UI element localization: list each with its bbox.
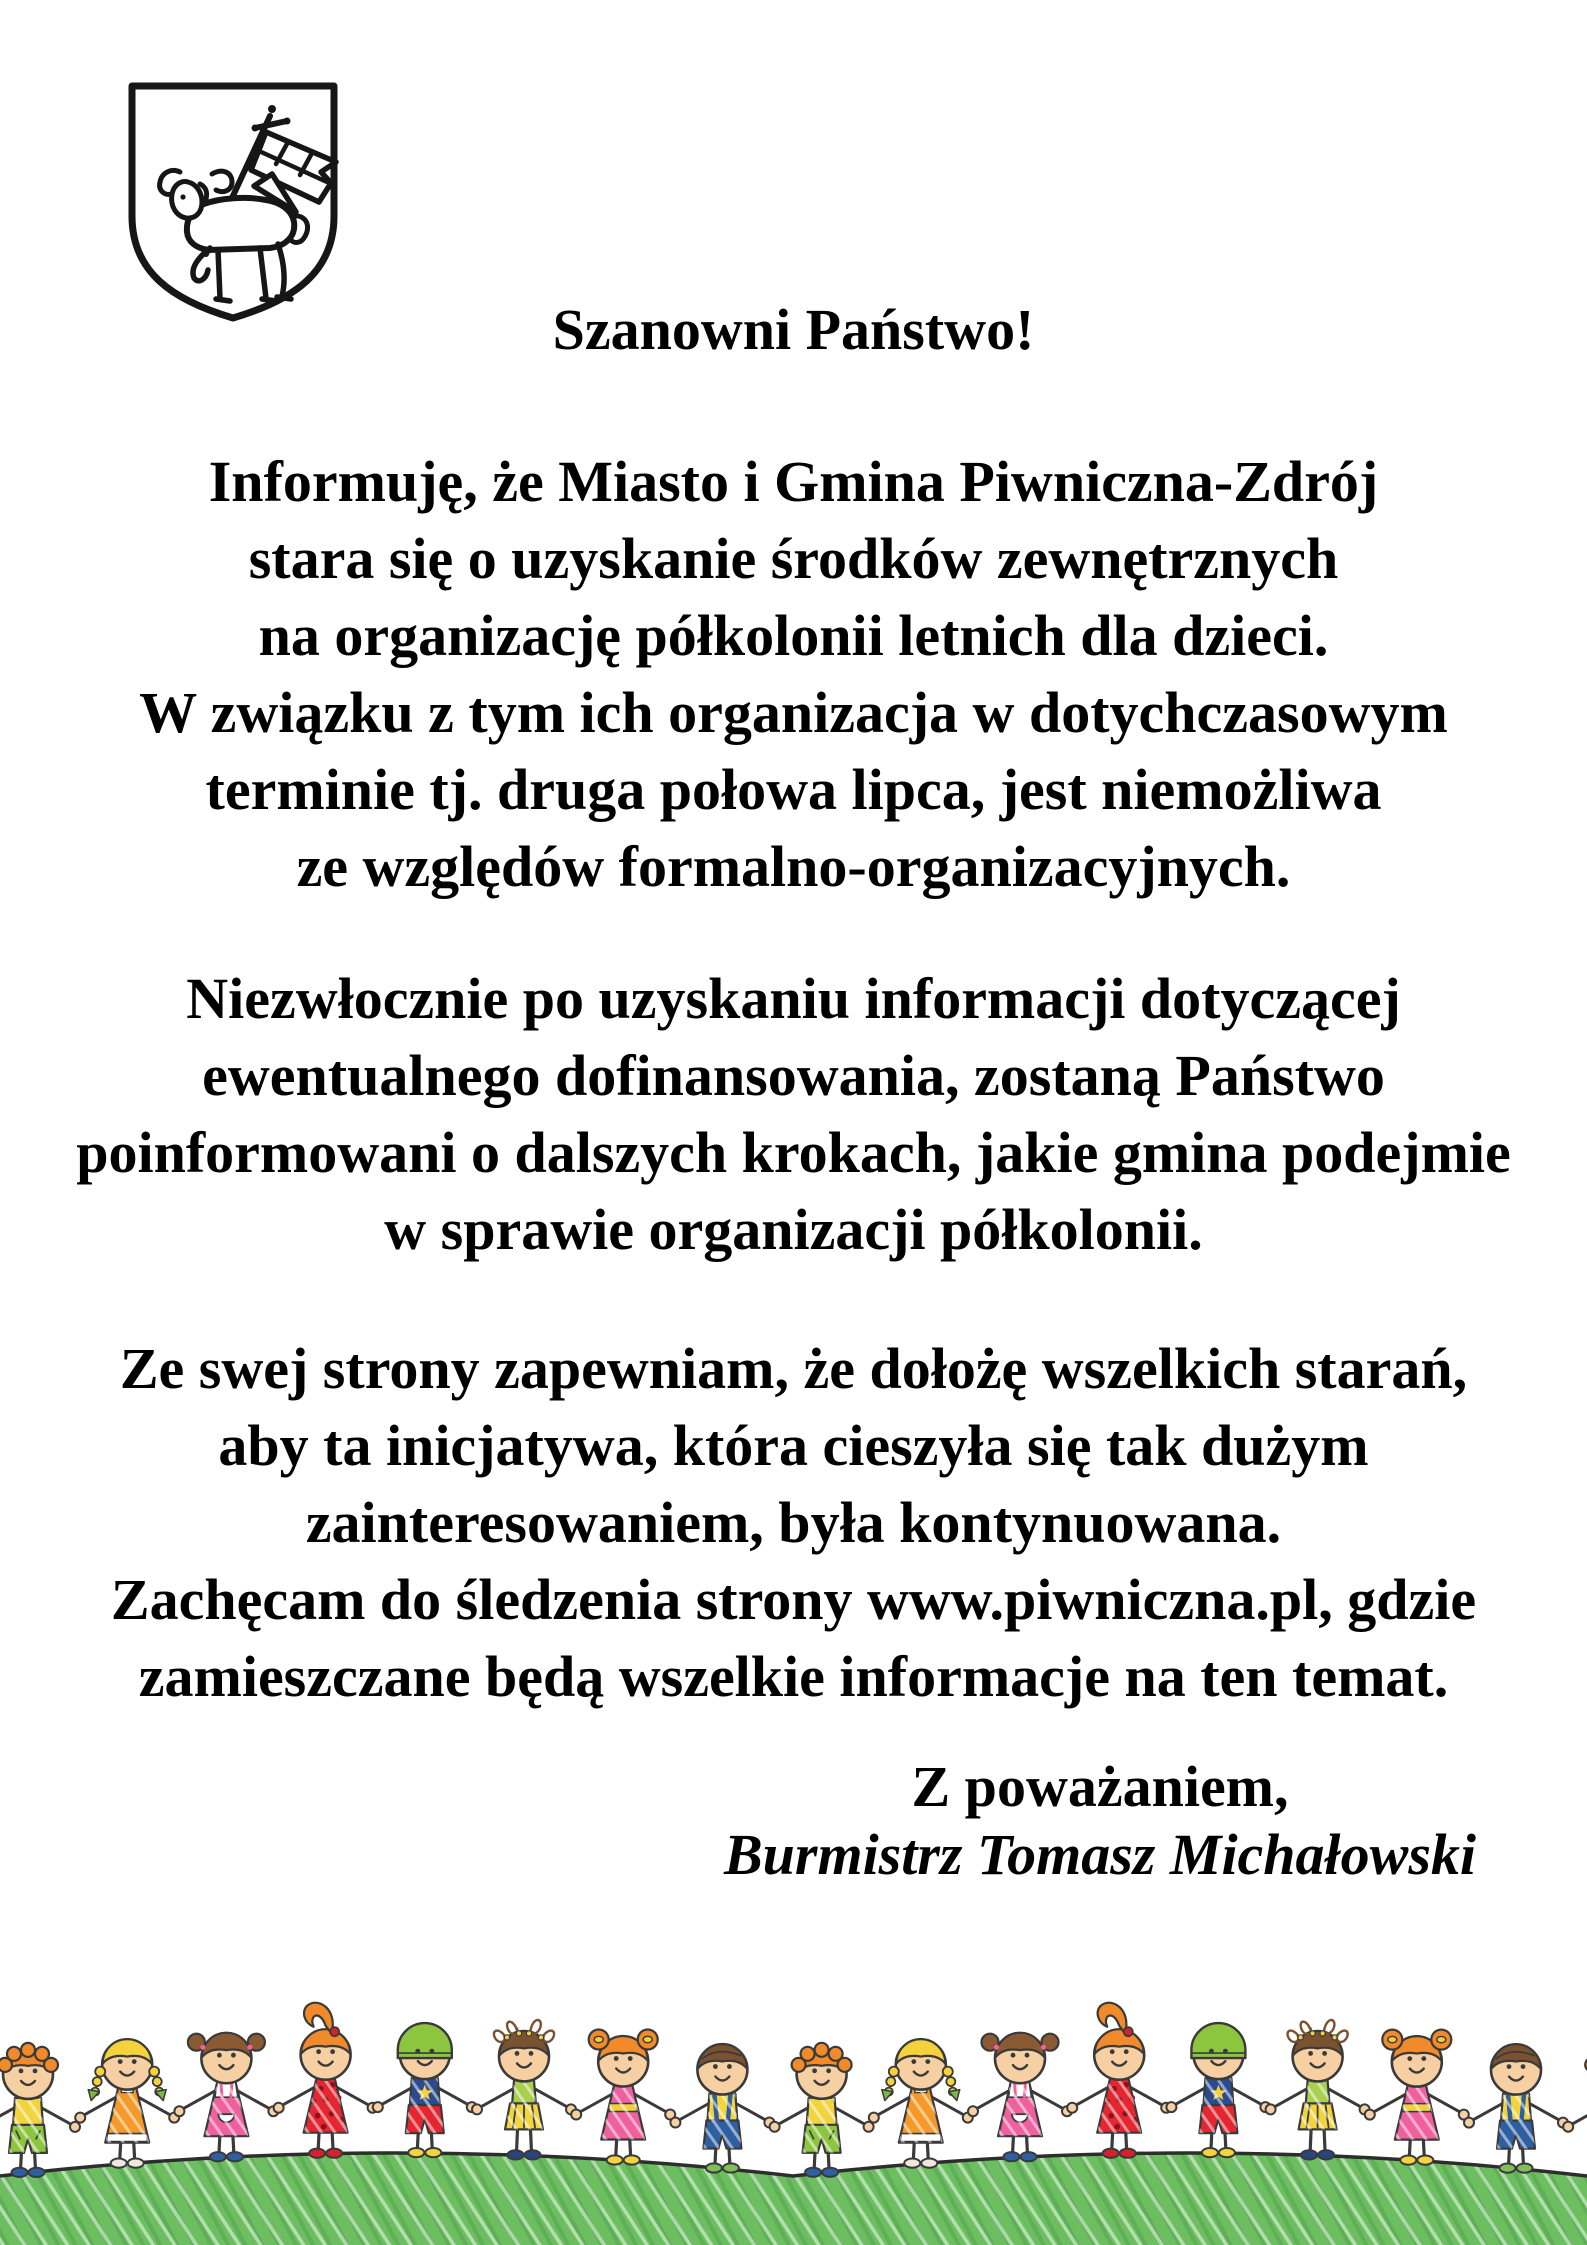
text-line: Ze swej strony zapewniam, że dołożę wszelkich starań, — [119, 1336, 1468, 1401]
child-girl-blonde-braids — [869, 2039, 973, 2168]
text-line: terminie tj. druga połowa lipca, jest niemożliwa — [205, 757, 1382, 822]
child-girl-spring-curls — [1266, 2020, 1370, 2160]
child-boy-curly-orange — [1563, 2043, 1587, 2177]
signature-closing: Z poważaniem, — [911, 1754, 1289, 1819]
paragraph-2 — [0, 960, 1587, 1268]
child-boy-green-beanie — [373, 2023, 477, 2157]
child-girl-brown-pigtails — [174, 2033, 278, 2162]
child-boy-curly-orange — [0, 2043, 80, 2177]
text-line: Zachęcam do śledzenia strony www.piwniczna.pl, gdzie — [110, 1567, 1477, 1632]
text-line: zainteresowaniem, była kontynuowana. — [305, 1490, 1282, 1555]
text-line: aby ta inicjatywa, która cieszyła się tak dużym — [218, 1413, 1369, 1478]
text-line: ewentualnego dofinansowania, zostaną Państwo — [202, 1043, 1385, 1108]
child-boy-curly-orange — [770, 2043, 874, 2177]
child-girl-brown-pigtails — [968, 2033, 1072, 2162]
text-line: w sprawie organizacji półkolonii. — [384, 1197, 1203, 1262]
text-line: poinformowani o dalszych krokach, jakie gmina podejmie — [76, 1120, 1511, 1185]
child-boy-green-beanie — [1166, 2023, 1270, 2157]
text-line: Niezwłocznie po uzyskaniu informacji dotyczącej — [186, 966, 1401, 1031]
text-line: stara się o uzyskanie środków zewnętrznych — [248, 526, 1339, 591]
child-girl-blonde-braids — [75, 2039, 179, 2168]
child-girl-orange-buns — [571, 2030, 675, 2165]
text-line: na organizację półkolonii letnich dla dzieci. — [258, 603, 1329, 668]
paragraph-1 — [0, 443, 1587, 905]
letter-title: Szanowni Państwo! — [552, 297, 1035, 362]
children-holding-hands-illustration — [0, 1950, 1587, 2245]
signature-name: Burmistrz Tomasz Michałowski — [723, 1822, 1477, 1887]
text-line: ze względów formalno-organizacyjnych. — [296, 834, 1291, 899]
child-boy-brown-hair — [1464, 2044, 1568, 2173]
child-girl-orange-ponytail — [1067, 2003, 1171, 2158]
child-girl-orange-ponytail — [274, 2003, 378, 2158]
signature-block — [660, 1753, 1540, 1889]
text-line: zamieszczane będą wszelkie informacje na ten temat. — [138, 1644, 1449, 1709]
child-girl-orange-buns — [1365, 2030, 1469, 2165]
child-girl-spring-curls — [472, 2020, 576, 2160]
child-boy-brown-hair — [670, 2044, 774, 2173]
text-line: W związku z tym ich organizacja w dotychczasowym — [139, 680, 1448, 745]
text-line: Informuję, że Miasto i Gmina Piwniczna-Zdrój — [208, 449, 1379, 514]
paragraph-3 — [0, 1330, 1587, 1715]
